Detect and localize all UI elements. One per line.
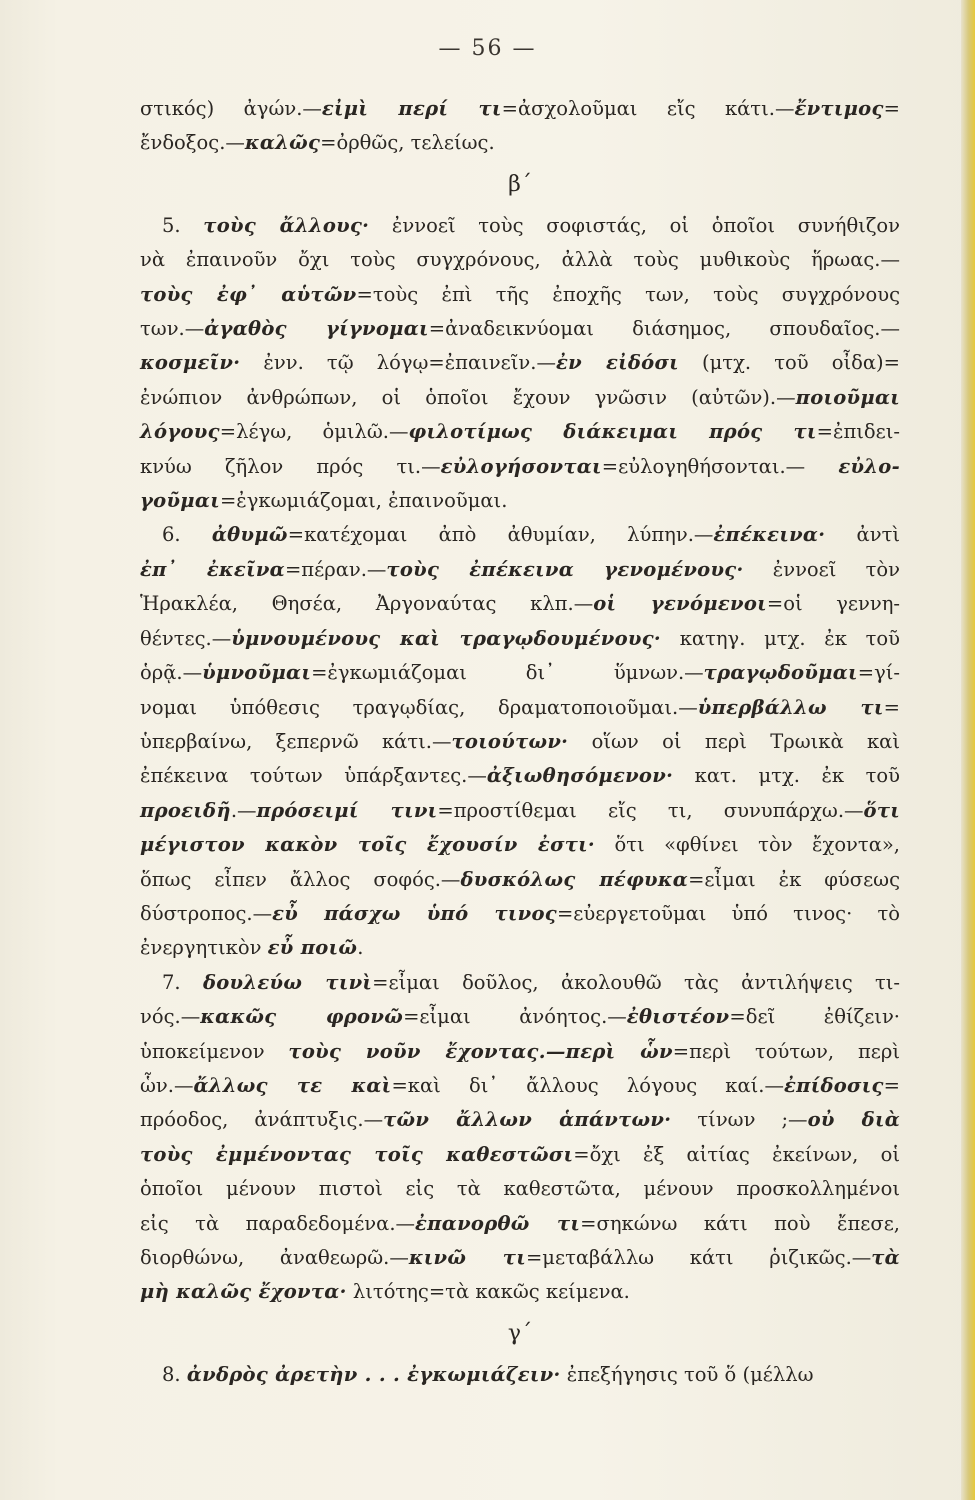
headword: εὐλογήσονται	[440, 454, 602, 478]
headword: κοσμεῖν·	[140, 351, 241, 375]
headword: δουλεύω τινὶ	[202, 970, 373, 994]
section-mark-gamma: γ΄	[507, 1320, 533, 1346]
headword: οἱ γενόμενοι	[593, 592, 767, 616]
headword: τοὺς ἐφ᾽ αὑτῶν	[140, 282, 357, 306]
text-line	[140, 1069, 900, 1103]
headword: ἐν εἰδόσι	[555, 351, 679, 375]
gloss-text: =δεῖ ἐθίζειν·	[729, 1005, 900, 1029]
headword: καλῶς	[244, 131, 321, 155]
gloss-text: ὅπως εἶπεν ἄλλος σοφός.—	[140, 867, 461, 891]
gloss-text: ἐπέκεινα τούτων ὑπάρξαντες.—	[140, 764, 487, 788]
page-number: — 56 —	[438, 36, 537, 61]
headword: ἐθιστέον	[626, 1005, 730, 1029]
gloss-text: 5.	[162, 213, 204, 237]
gloss-text: =ἐπιδει-	[816, 420, 900, 444]
text-line	[140, 794, 900, 828]
gloss-text: ὁρᾷ.—	[140, 661, 203, 685]
text-line	[140, 656, 900, 690]
text-line	[140, 1103, 900, 1137]
headword: εὖ πάσχω ὑπό τινος	[272, 901, 557, 925]
text-line	[140, 92, 900, 126]
gloss-text: ὁποῖοι μένουν πιστοὶ εἰς τὰ καθεστῶτα, μένουν προσκολλημένοι	[140, 1177, 900, 1201]
headword: ἔντιμος	[794, 97, 884, 120]
headword: ἐπανορθῶ τι	[415, 1211, 581, 1235]
headword: μέγιστον κακὸν τοῖς ἔχουσίν ἐστι·	[140, 833, 595, 857]
gloss-text: =εὐεργετοῦμαι ὑπό τινος· τὸ	[556, 901, 900, 925]
gloss-text: =	[883, 695, 900, 719]
headword: ποιοῦμαι	[795, 385, 900, 409]
gloss-text: =ὀρθῶς, τελείως.	[320, 131, 495, 155]
gloss-text: =γί-	[857, 661, 900, 685]
gloss-text: δύστροπος.—	[140, 901, 273, 925]
gloss-text: =οἱ γεννη-	[766, 592, 901, 616]
gloss-text: ὑπερβαίνω, ξεπερνῶ κάτι.—	[140, 729, 452, 753]
headword: μὴ καλῶς ἔχοντα·	[140, 1280, 347, 1304]
gloss-text: =ἀσχολοῦμαι εἴς κάτι.—	[501, 97, 795, 120]
gloss-text: νός.—	[140, 1005, 201, 1029]
headword: τοὺς ἄλλους·	[203, 213, 370, 237]
text-line	[140, 278, 900, 312]
text-line	[140, 966, 900, 1000]
gloss-text: =λέγω, ὁμιλῶ.—	[219, 420, 409, 444]
headword: τοὺς ἐμμένοντας τοῖς καθεστῶσι	[140, 1142, 574, 1166]
gloss-text: =	[883, 1073, 900, 1097]
headword: τὰ	[871, 1246, 900, 1269]
gloss-text: ἐννοεῖ τοὺς σοφιστάς, οἱ ὁποῖοι συνήθιζον	[369, 213, 900, 237]
text-line	[140, 897, 900, 931]
gloss-text: πρόοδος, ἀνάπτυξις.—	[140, 1108, 384, 1132]
headword: ὑπερβάλλω τι	[697, 695, 884, 719]
text-line	[140, 725, 900, 759]
headword: πρόσειμί τινι	[256, 798, 438, 822]
gloss-text: =εἶμαι ἐκ φύσεως	[688, 867, 900, 891]
gloss-text: λιτότης=τὰ κακῶς κείμενα.	[346, 1280, 630, 1304]
text-line	[140, 587, 900, 621]
text-line	[140, 415, 900, 449]
text-line	[140, 126, 900, 160]
text-line	[140, 1275, 900, 1309]
headword: ἐπέκεινα·	[713, 523, 826, 547]
gloss-text: ἐπεξήγησις τοῦ ὅ (μέλλω	[560, 1362, 814, 1386]
headword: ἀθυμῶ	[211, 523, 288, 547]
text-line	[140, 1241, 900, 1275]
headword: εὐλο-	[838, 454, 900, 478]
gloss-text: =ἐγκωμιάζομαι δι᾽ ὕμνων.—	[311, 661, 704, 685]
text-line	[140, 931, 900, 965]
headword: ἀνδρὸς ἀρετὴν . . . ἐγκωμιάζειν·	[186, 1362, 561, 1386]
gloss-text: =εἶμαι ἀνόητος.—	[403, 1005, 627, 1029]
gloss-text: =καὶ δι᾽ ἄλλους λόγους καί.—	[391, 1073, 784, 1097]
gloss-text: νομαι ὑπόθεσις τραγῳδίας, δραματοποιοῦμαι.—	[140, 695, 698, 719]
headword: γοῦμαι	[140, 489, 220, 513]
gloss-text: 8.	[162, 1362, 187, 1386]
text-line	[140, 243, 900, 277]
text-line	[140, 691, 900, 725]
gloss-text: εἰς τὰ παραδεδομένα.—	[140, 1211, 416, 1235]
gloss-text: ἀντὶ	[825, 523, 901, 547]
gloss-text: =μεταβάλλω κάτι ῥιζικῶς.—	[525, 1246, 872, 1269]
gloss-text: =ὄχι ἐξ αἰτίας ἐκείνων, οἱ	[573, 1142, 900, 1166]
gloss-text: τίνων ;—	[671, 1108, 808, 1132]
text-line	[140, 346, 900, 380]
gloss-text: ἔνδοξος.—	[140, 131, 245, 155]
headword: δυσκόλως πέφυκα	[460, 867, 689, 891]
headword: λόγους	[140, 420, 220, 444]
text-line	[140, 1035, 900, 1069]
gloss-text: 7.	[162, 970, 203, 994]
gloss-text: ἐνεργητικὸν	[140, 936, 268, 960]
section-mark-beta: β΄	[508, 171, 532, 197]
headword: ἄλλως τε καὶ	[193, 1073, 392, 1097]
gloss-text: ἐννοεῖ τὸν	[743, 557, 900, 581]
text-line	[140, 1358, 900, 1392]
headword: τοὺς ἐπέκεινα γενομένους·	[386, 557, 744, 581]
gloss-text: νὰ ἐπαινοῦν ὄχι τοὺς συγχρόνους, ἀλλὰ τοὺς μυθικοὺς ἥρωας.—	[140, 248, 900, 272]
gloss-text: =τοὺς ἐπὶ τῆς ἐποχῆς των, τοὺς συγχρόνους	[356, 282, 900, 306]
text-line	[140, 863, 900, 897]
headword: ἀγαθὸς γίγνομαι	[204, 317, 429, 341]
gloss-text: =σηκώνω κάτι ποὺ ἔπεσε,	[580, 1211, 900, 1235]
gloss-text: .	[357, 936, 364, 960]
headword: φιλοτίμως διάκειμαι πρός τι	[408, 420, 817, 444]
gloss-text: στικός) ἀγών.—	[140, 97, 322, 120]
headword: ὑμνοῦμαι	[202, 661, 312, 685]
text-line	[140, 209, 900, 243]
gloss-text: ἐνν. τῷ λόγῳ=ἐπαινεῖν.—	[240, 351, 556, 375]
text-line	[140, 381, 900, 415]
gloss-text: οἵων οἱ περὶ Τρωικὰ καὶ	[568, 729, 900, 753]
headword: ἐπ᾽ ἐκεῖνα	[140, 557, 285, 581]
page-text	[140, 92, 900, 1392]
headword: ἀξιωθησόμενον·	[486, 764, 674, 788]
gloss-text: =κατέχομαι ἀπὸ ἀθυμίαν, λύπην.—	[287, 523, 714, 547]
gloss-text: των.—	[140, 317, 205, 341]
gloss-text: Ἡρακλέα, Θησέα, Ἀργοναύτας κλπ.—	[140, 592, 594, 616]
gloss-text: ὅτι «φθίνει τὸν ἔχοντα»,	[595, 833, 900, 857]
gloss-text: ὧν.—	[140, 1073, 194, 1097]
text-line	[140, 1172, 900, 1206]
gloss-text: .—	[230, 798, 257, 822]
gloss-text: =πέραν.—	[284, 557, 387, 581]
text-line	[140, 828, 900, 862]
headword: προειδῆ	[140, 798, 231, 822]
headword: ὅτι	[863, 798, 900, 822]
text-line	[140, 622, 900, 656]
gloss-text: =	[883, 97, 900, 120]
text-line	[140, 484, 900, 518]
gloss-text: 6.	[162, 523, 212, 547]
headword: τοιούτων·	[451, 729, 569, 753]
text-line	[140, 1138, 900, 1172]
text-line	[140, 312, 900, 346]
gloss-text: ὑποκείμενον	[140, 1039, 289, 1063]
text-line	[140, 450, 900, 484]
text-line	[140, 1207, 900, 1241]
headword: ὑμνουμένους καὶ τραγῳδουμένους·	[231, 626, 662, 650]
text-line	[140, 518, 900, 552]
gloss-text: κατ. μτχ. ἐκ τοῦ	[673, 764, 900, 788]
gloss-text: κατηγ. μτχ. ἐκ τοῦ	[661, 626, 901, 650]
gloss-text: θέντες.—	[140, 626, 232, 650]
gloss-text: =προστίθεμαι εἴς τι, συνυπάρχω.—	[437, 798, 864, 822]
gloss-text: ἐνώπιον ἀνθρώπων, οἱ ὁποῖοι ἔχουν γνῶσιν (αὐτῶν).—	[140, 385, 796, 409]
gloss-text: =περὶ τούτων, περὶ	[672, 1039, 900, 1063]
gloss-text: =εὐλογηθήσονται.—	[601, 454, 839, 478]
text-line	[140, 553, 900, 587]
headword: εἰμὶ περί τι	[321, 97, 502, 120]
headword: κινῶ τι	[408, 1246, 526, 1269]
headword: τοὺς νοῦν ἔχοντας.—περὶ ὧν	[288, 1039, 673, 1063]
gloss-text: διορθώνω, ἀναθεωρῶ.—	[140, 1246, 409, 1269]
headword: τῶν ἄλλων ἁπάντων·	[383, 1108, 672, 1132]
gloss-text: (μτχ. τοῦ οἶδα)=	[678, 351, 900, 375]
headword: ἐπίδοσις	[783, 1073, 884, 1097]
headword: κακῶς φρονῶ	[200, 1005, 404, 1029]
gloss-text: κνύω ζῆλον πρός τι.—	[140, 454, 441, 478]
headword: οὐ διὰ	[807, 1108, 901, 1132]
text-line	[140, 1000, 900, 1034]
gloss-text: =εἶμαι δοῦλος, ἀκολουθῶ τὰς ἀντιλήψεις τι-	[372, 970, 900, 994]
gloss-text: =ἐγκωμιάζομαι, ἐπαινοῦμαι.	[219, 489, 508, 513]
text-line	[140, 759, 900, 793]
headword: εὖ ποιῶ	[267, 936, 358, 960]
page-edge	[961, 0, 975, 1500]
headword: τραγῳδοῦμαι	[703, 661, 858, 685]
gloss-text: =ἀναδεικνύομαι διάσημος, σπουδαῖος.—	[428, 317, 900, 341]
